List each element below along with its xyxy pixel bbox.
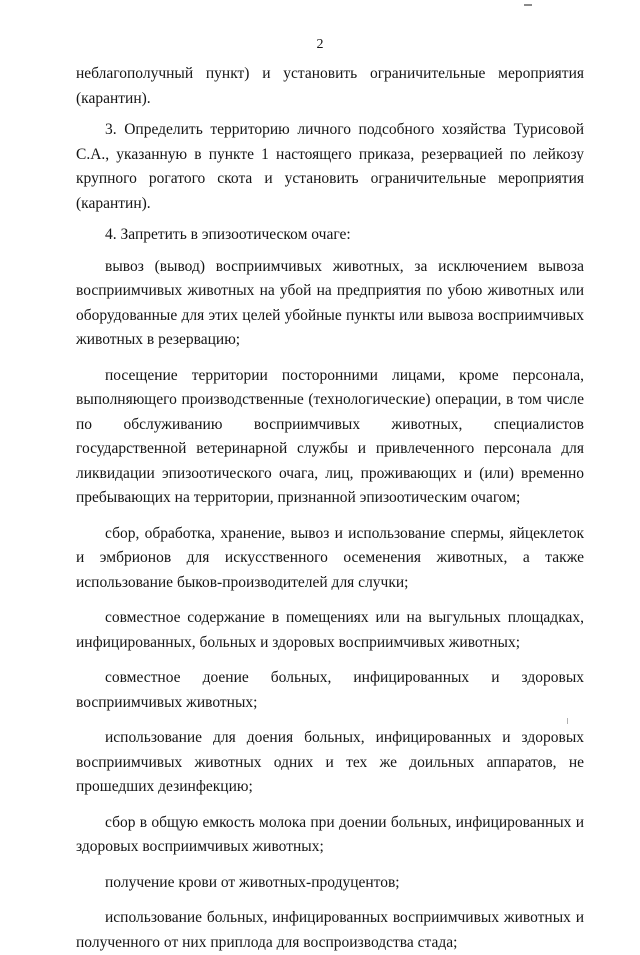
paragraph-item-3: 3. Определить территорию личного подсобного хозяйства Турисовой С.А., указанную в пункте 1 настоящего приказа, резервацией по лейкозу крупного рогатого скота и установить ограничительные мероприятия (карантин). [76, 121, 584, 212]
list-item-visit-ban: посещение территории посторонними лицами, кроме персонала, выполняющего производственные (технологические) операции, в том числе по обслуживанию восприимчивых животных, специалистов государственной ветеринарной службы и привлеченного персонала для ликвидации эпизоотического очага, лиц, проживающих и (или) временно пребывающих на территории, признанной эпизоотическим очагом; [76, 366, 584, 506]
list-item-joint-keeping-ban: совместное содержание в помещениях или на выгульных площадках, инфицированных, больных и здоровых восприимчивых животных; [76, 609, 584, 651]
paragraph-continuation: неблагополучный пункт) и установить ограничительные мероприятия (карантин). [76, 65, 584, 107]
scan-artifact [524, 4, 532, 6]
list-item-milk-collection-ban: сбор в общую емкость молока при доении больных, инфицированных и здоровых восприимчивых животных; [76, 813, 584, 855]
list-item-milking-equipment-ban: использование для доения больных, инфицированных и здоровых восприимчивых животных одних и тех же доильных аппаратов, не прошедших дезинфекцию; [76, 729, 584, 795]
list-item-sperm-ban: сбор, обработка, хранение, вывоз и использование спермы, яйцеклеток и эмбрионов для искусственного осеменения животных, а также использование быков-производителей для случки; [76, 524, 584, 591]
list-item-export-ban: вывоз (вывод) восприимчивых животных, за исключением вывоза восприимчивых животных на убой на предприятия по убою животных или оборудованные для этих целей убойные пункты или вывоза восприимчивых животных в резервацию; [76, 257, 584, 348]
list-item-blood-ban: получение крови от животных-продуцентов; [105, 873, 400, 891]
list-item-breeding-ban: использование больных, инфицированных восприимчивых животных и полученного от них приплода для воспроизводства стада; [76, 909, 584, 951]
list-item-joint-milking-ban: совместное доение больных, инфицированных и здоровых восприимчивых животных; [76, 669, 584, 711]
paragraph-item-4: 4. Запретить в эпизоотическом очаге: [105, 226, 351, 243]
page-number: 2 [316, 37, 324, 52]
document-body [76, 62, 584, 955]
